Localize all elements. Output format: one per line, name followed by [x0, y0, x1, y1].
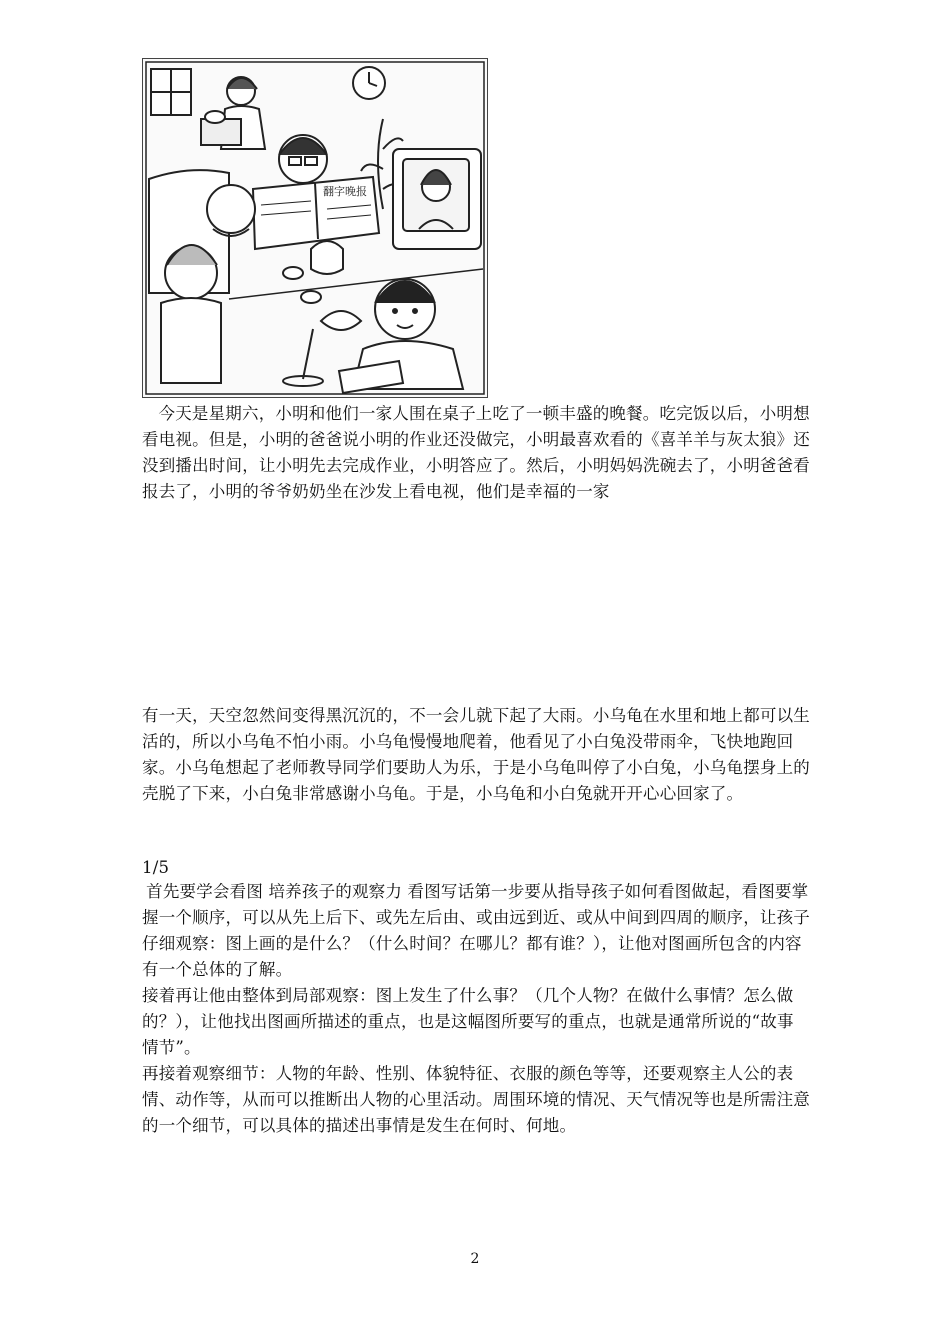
page-number: 2: [470, 1251, 480, 1267]
tip-paragraph-1: 首先要学会看图 培养孩子的观察力 看图写话第一步要从指导孩子如何看图做起，看图要掌握一个顺序，可以从先上后下、或先左后由、或由远到近、或从中间到四周的顺序，让孩子仔细观察：图上画的是什么？（什么时间？在哪儿？都有谁？），让他对图画所包含的内容有一个总体的了解。: [142, 882, 810, 979]
story-paragraph-2: 有一天，天空忽然间变得黑沉沉的，不一会儿就下起了大雨。小乌龟在水里和地上都可以生活的，所以小乌龟不怕小雨。小乌龟慢慢地爬着，他看见了小白兔没带雨伞，飞快地跑回家。小乌龟想起了老师教导同学们要助人为乐，于是小乌龟叫停了小白兔，小乌龟摆身上的壳脱了下来，小白兔非常感谢小乌龟。于是，小乌龟和小白兔就开开心心回家了。: [142, 706, 810, 803]
newspaper-title: 翻字晚报: [323, 185, 367, 198]
page-reference: 1/5: [142, 858, 170, 877]
tip-paragraph-2: 接着再让他由整体到局部观察：图上发生了什么事？（几个人物？在做什么事情？怎么做的？），让他找出图画所描述的重点，也是这幅图所要写的重点，也就是通常所说的“故事情节”。: [142, 986, 794, 1057]
desk-lamp-shape: [321, 311, 361, 330]
family-illustration: [142, 58, 488, 398]
tip-paragraph-3: 再接着观察细节：人物的年龄、性别、体貌特征、衣服的颜色等等，还要观察主人公的表情、动作等，从而可以推断出人物的心里活动。周围环境的情况、天气情况等也是所需注意的一个细节，可以具体的描述出事情是发生在何时、何地。: [142, 1064, 810, 1135]
story-paragraph-1: 今天是星期六，小明和他们一家人围在桌子上吃了一顿丰盛的晚餐。吃完饭以后，小明想看电视。但是，小明的爸爸说小明的作业还没做完，小明最喜欢看的《喜羊羊与灰太狼》还没到播出时间，让小明先去完成作业，小明答应了。然后，小明妈妈洗碗去了，小明爸爸看报去了，小明的爷爷奶奶坐在沙发上看电视，他们是幸福的一家: [142, 404, 810, 501]
grandfather-figure: [207, 185, 255, 233]
teapot-shape: [311, 241, 343, 274]
